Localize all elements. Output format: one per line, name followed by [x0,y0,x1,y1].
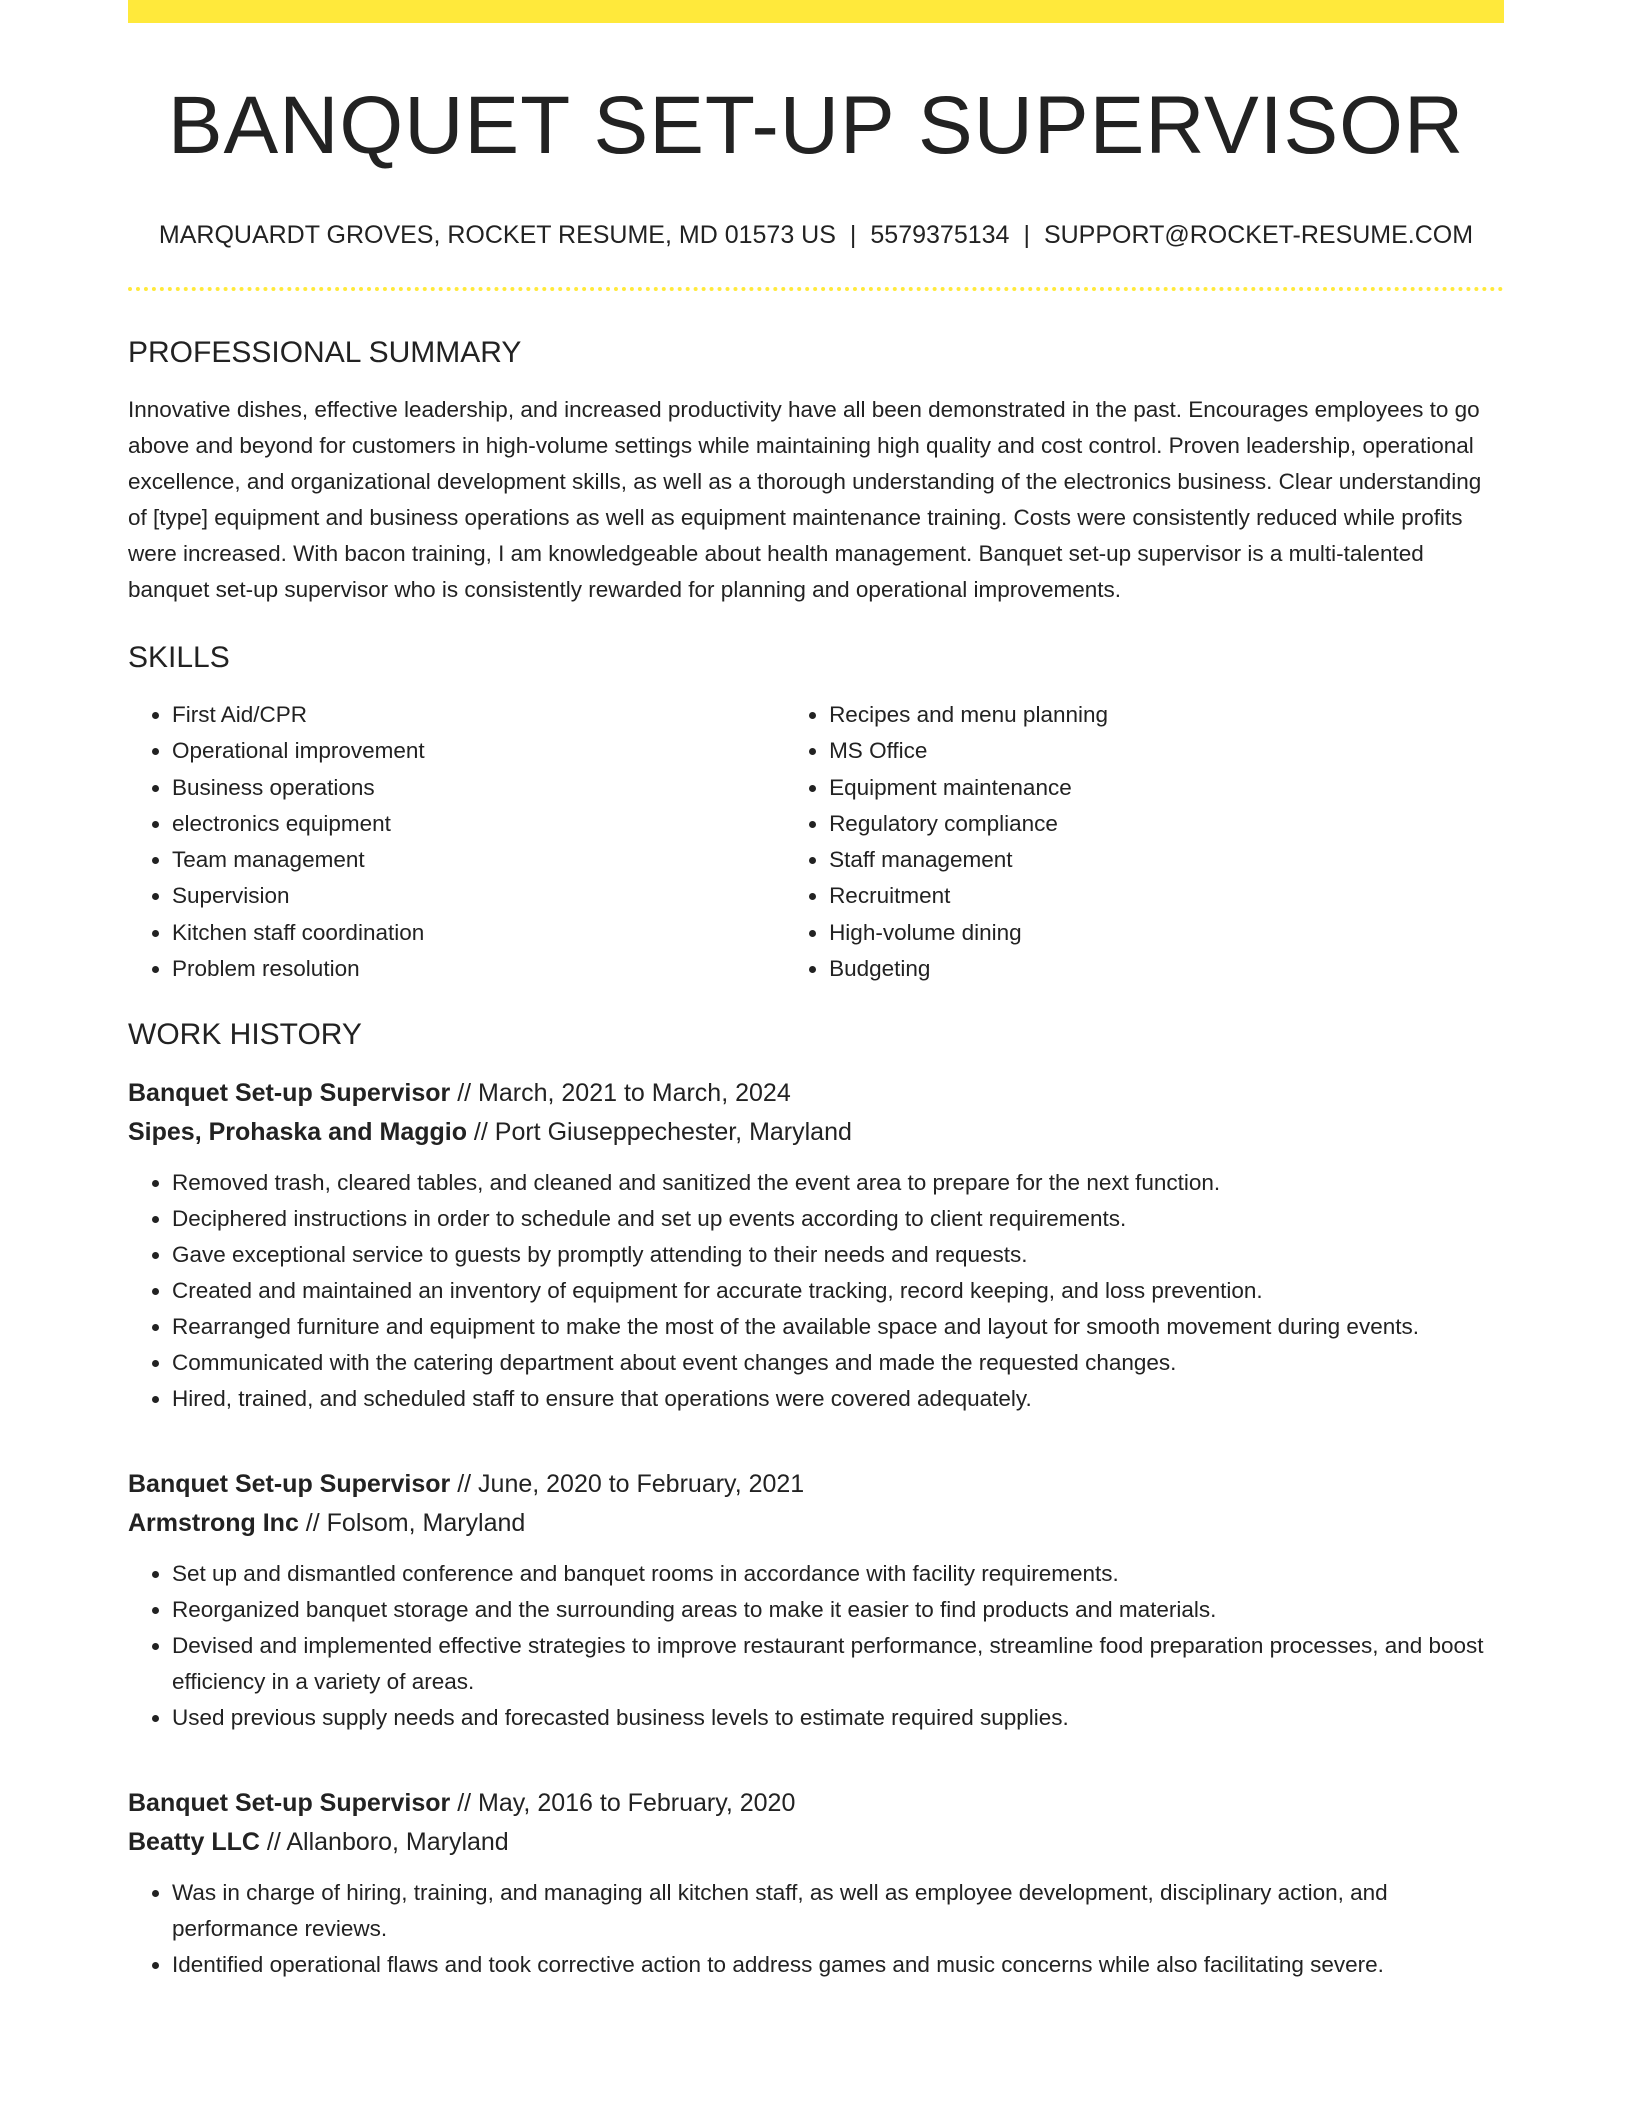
job-bullets [128,1165,1504,1417]
job-bullets [128,1556,1504,1736]
resume-page [128,0,1504,1983]
job-company: Sipes, Prohaska and Maggio [128,1118,467,1147]
job-dates: // June, 2020 to February, 2021 [450,1470,805,1499]
skills-column-right [785,697,1504,987]
job-title-line [128,1074,1504,1113]
job-company: Beatty LLC [128,1828,260,1857]
contact-separator: | [849,221,857,249]
skill-item: • Problem resolution [172,951,785,987]
job-bullet: • Identified operational flaws and took corrective action to address games and music concerns while also facilitating severe. [172,1947,1504,1983]
top-accent-bar [128,0,1504,23]
skill-item: • First Aid/CPR [172,697,785,733]
job-bullet: • Hired, trained, and scheduled staff to ensure that operations were covered adequately. [172,1381,1504,1417]
job-bullets [128,1875,1504,1983]
skill-item: • Kitchen staff coordination [172,915,785,951]
job-company: Armstrong Inc [128,1509,299,1538]
job-dates: // May, 2016 to February, 2020 [450,1789,796,1818]
job-company-line [128,1113,1504,1152]
job-entry [128,1784,1504,1983]
job-bullet: • Communicated with the catering department about event changes and made the requested changes. [172,1345,1504,1381]
skill-item: • Equipment maintenance [829,770,1504,806]
job-bullet: • Set up and dismantled conference and banquet rooms in accordance with facility requirements. [172,1556,1504,1592]
resume-title: BANQUET SET-UP SUPERVISOR [167,80,1465,171]
job-title: Banquet Set-up Supervisor [128,1470,451,1499]
contact-line [128,223,1504,248]
job-bullet: • Rearranged furniture and equipment to make the most of the available space and layout for smooth movement during events. [172,1309,1504,1345]
job-location: // Folsom, Maryland [298,1509,526,1538]
skill-item: • MS Office [829,733,1504,769]
job-location: // Port Giuseppechester, Maryland [466,1118,852,1147]
skill-item: • Operational improvement [172,733,785,769]
skill-item: • Recipes and menu planning [829,697,1504,733]
skill-item: • High-volume dining [829,915,1504,951]
job-company-line [128,1504,1504,1543]
job-location: // Allanboro, Maryland [259,1828,509,1857]
skill-item: • Team management [172,842,785,878]
skill-item: • Staff management [829,842,1504,878]
job-bullet: • Created and maintained an inventory of equipment for accurate tracking, record keeping, and loss prevention. [172,1273,1504,1309]
summary-text: Innovative dishes, effective leadership, and increased productivity have all been demonstrated in the past. Encourages employees to go above and beyond for customers in high-volume settings while maintaining high quality and cost control. Proven leadership, operational excellence, and organizational development skills, as well as a thorough understanding of the electronics business. Clear understanding of [type] equipment and business operations as well as equipment maintenance training. Costs were consistently reduced while profits were increased. With bacon training, I am knowledgeable about health management. Banquet set-up supervisor is a multi-talented banquet set-up supervisor who is consistently rewarded for planning and operational improvements. [128,397,1482,602]
work-history-heading: WORK HISTORY [128,1018,362,1052]
job-company-line [128,1823,1504,1862]
contact-email: SUPPORT@ROCKET-RESUME.COM [1043,221,1474,249]
job-dates: // March, 2021 to March, 2024 [450,1079,791,1108]
job-bullet: • Gave exceptional service to guests by promptly attending to their needs and requests. [172,1237,1504,1273]
contact-separator: | [1023,221,1030,249]
contact-phone: 5579375134 [870,221,1010,249]
job-bullet: • Deciphered instructions in order to schedule and set up events according to client requirements. [172,1201,1504,1237]
skill-item: • Budgeting [829,951,1504,987]
job-bullet: • Used previous supply needs and forecasted business levels to estimate required supplies. [172,1700,1504,1736]
job-bullet: • Removed trash, cleared tables, and cleaned and sanitized the event area to prepare for the next function. [172,1165,1504,1201]
skill-item: • Regulatory compliance [829,806,1504,842]
skill-item: • electronics equipment [172,806,785,842]
skills-heading: SKILLS [128,641,230,674]
job-title: Banquet Set-up Supervisor [128,1079,451,1108]
contact-address: MARQUARDT GROVES, ROCKET RESUME, MD 01573 US [158,221,836,249]
skill-item: • Recruitment [829,878,1504,914]
dotted-divider [128,287,1504,291]
skill-item: • Supervision [172,878,785,914]
job-bullet: • Reorganized banquet storage and the surrounding areas to make it easier to find products and materials. [172,1592,1504,1628]
skill-item: • Business operations [172,770,785,806]
skills-column-left [128,697,785,987]
summary-heading: PROFESSIONAL SUMMARY [128,336,522,369]
skills-list [128,697,1504,987]
job-title-line [128,1465,1504,1504]
job-entry [128,1465,1504,1736]
job-entry [128,1074,1504,1417]
job-bullet: • Devised and implemented effective strategies to improve restaurant performance, streamline food preparation processes, and boost efficiency in a variety of areas. [172,1628,1504,1700]
job-title-line [128,1784,1504,1823]
job-bullet: • Was in charge of hiring, training, and managing all kitchen staff, as well as employee development, disciplinary action, and performance reviews. [172,1875,1504,1947]
job-title: Banquet Set-up Supervisor [128,1789,451,1818]
